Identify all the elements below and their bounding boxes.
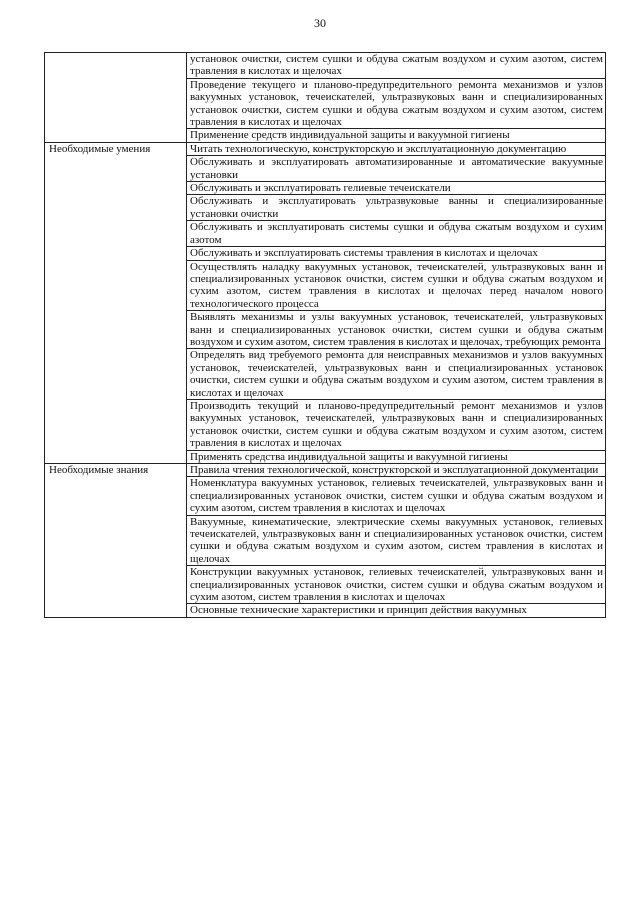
requirements-table — [44, 52, 606, 618]
requirement-item: Вакуумные, кинематические, электрические схемы вакуумных установок, гелиевых течеискателей, ультразвуковых ванн и специализированных установок очистки, систем сушки и обдува сжатым воздухом и сухим азотом, систем травления в кислотах и щелочах — [187, 515, 606, 566]
requirement-item: Выявлять механизмы и узлы вакуумных установок, течеискателей, ультразвуковых ванн и специализированных установок очистки, систем сушки и обдува сжатым воздухом и сухим азотом, систем травления в кислотах и щелочах, требующих ремонта — [187, 311, 606, 349]
requirement-item: Определять вид требуемого ремонта для неисправных механизмов и узлов вакуумных установок, течеискателей, ультразвуковых ванн и специализированных установок очистки, систем сушки и обдува сжатым воздухом и сухим азотом, систем травления в кислотах и щелочах — [187, 349, 606, 400]
table-row — [45, 142, 606, 155]
table-row — [45, 53, 606, 79]
requirement-item: Читать технологическую, конструкторскую и эксплуатационную документацию — [187, 142, 606, 155]
requirement-item: Правила чтения технологической, конструкторской и эксплуатационной документации — [187, 464, 606, 477]
section-label — [45, 53, 187, 143]
requirement-item: Обслуживать и эксплуатировать автоматизированные и автоматические вакуумные установки — [187, 156, 606, 182]
requirement-item: Применять средства индивидуальной защиты и вакуумной гигиены — [187, 450, 606, 463]
requirement-item: установок очистки, систем сушки и обдува сжатым воздухом и сухим азотом, систем травления в кислотах и щелочах — [187, 53, 606, 79]
requirement-item: Проведение текущего и планово-предупредительного ремонта механизмов и узлов вакуумных установок, течеискателей, ультразвуковых ванн и специализированных установок очистки, систем сушки и обдува сжатым воздухом и сухим азотом, систем травления в кислотах и щелочах — [187, 78, 606, 129]
requirement-item: Обслуживать и эксплуатировать системы сушки и обдува сжатым воздухом и сухим азотом — [187, 221, 606, 247]
requirement-item: Обслуживать и эксплуатировать системы травления в кислотах и щелочах — [187, 247, 606, 260]
requirement-item: Осуществлять наладку вакуумных установок, течеискателей, ультразвуковых ванн и специализированных установок очистки, систем сушки и обдува сжатым воздухом и сухим азотом, систем травления в кислотах и щелочах перед началом нового технологического процесса — [187, 260, 606, 311]
requirement-item: Конструкции вакуумных установок, гелиевых течеискателей, ультразвуковых ванн и специализированных установок очистки, систем сушки и обдува сжатым воздухом и сухим азотом, систем травления в кислотах и щелочах — [187, 566, 606, 604]
requirement-item: Обслуживать и эксплуатировать гелиевые течеискатели — [187, 182, 606, 195]
requirements-table-body — [45, 53, 606, 618]
section-label: Необходимые знания — [45, 464, 187, 618]
requirement-item: Обслуживать и эксплуатировать ультразвуковые ванны и специализированные установки очистки — [187, 195, 606, 221]
requirement-item: Применение средств индивидуальной защиты и вакуумной гигиены — [187, 129, 606, 142]
requirement-item: Основные технические характеристики и принцип действия вакуумных — [187, 604, 606, 617]
requirement-item: Производить текущий и планово-предупредительный ремонт механизмов и узлов вакуумных установок, течеискателей, ультразвуковых ванн и специализированных установок очистки, систем сушки и обдува сжатым воздухом и сухим азотом, систем травления в кислотах и щелочах — [187, 399, 606, 450]
requirement-item: Номенклатура вакуумных установок, гелиевых течеискателей, ультразвуковых ванн и специализированных установок очистки, систем сушки и обдува сжатым воздухом и сухим азотом, систем травления в кислотах и щелочах — [187, 477, 606, 515]
page-number: 30 — [314, 16, 326, 30]
section-label: Необходимые умения — [45, 142, 187, 463]
table-row — [45, 464, 606, 477]
